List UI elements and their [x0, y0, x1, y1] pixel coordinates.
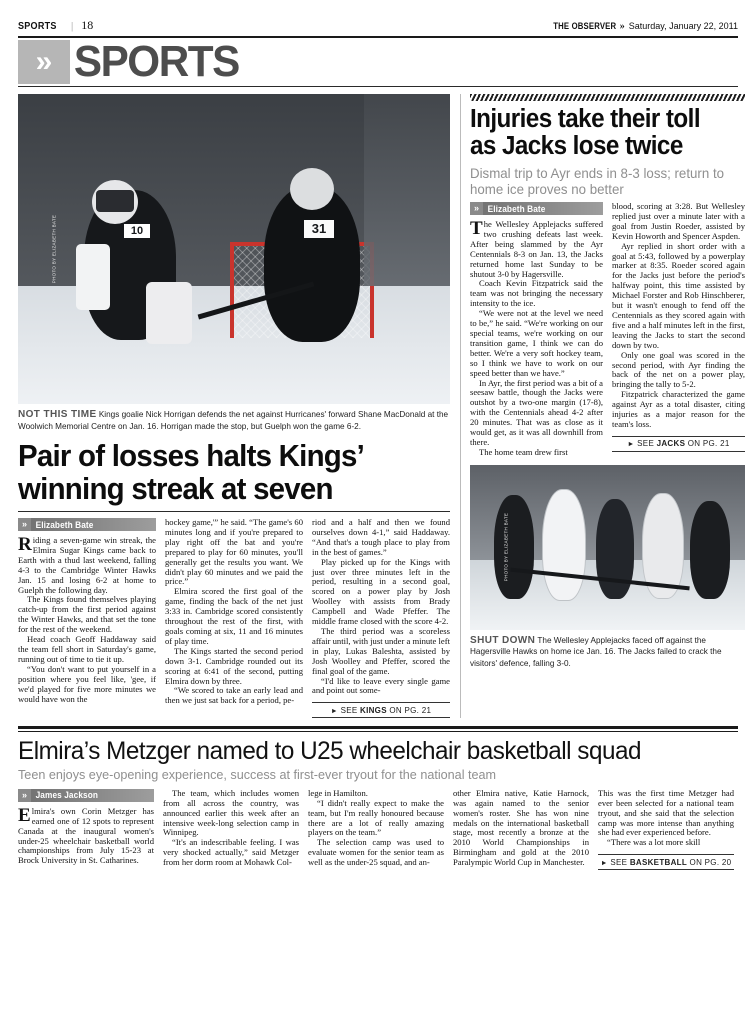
paragraph: Head coach Geoff Haddaway said the team fell short in Saturday's game, running out of time to tie it up. — [18, 634, 156, 664]
bottom-divider-thick — [18, 726, 738, 729]
jacks-photo-caption — [470, 635, 745, 670]
paragraph: In Ayr, the first period was a bit of a seesaw battle, though the Jacks were outshot by a two-one margin (17-8), with the Centennials ahead 4-2 after 20 minutes. That was as close as it would get, as it was all downhill from there. — [470, 377, 603, 447]
jacks-body-columns — [470, 202, 745, 458]
paragraph: “There was a lot more skill — [607, 837, 701, 848]
paragraph: Only one goal was scored in the second period, with Ayr finding the back of the net on a power play, bringing the tally to 5-2. — [612, 349, 745, 390]
paragraph: The third period was a scoreless affair until, with just under a minute left in play, Lukas Baleshta, assisted by Josh Woolley and Pfeffer, scored the final goal of the game. — [312, 625, 450, 676]
paragraph: other Elmira native, Katie Harnock, was again named to the senior women's roster. She has won nine medals on the international basketball stage, most recently a bronze at the 2010 World Championships in Birmingham and gold at the 2010 Paralympic World Cup in Manchester. — [453, 787, 589, 868]
paragraph: The Wellesley Applejacks suffered two crushing defeats last week. After being slammed by the Ayr Centennials 8-3 on Jan. 13, the Jacks returned home last Sunday to be shutout 3-0 by Hagersville. — [470, 218, 603, 279]
jacks-text-2 — [612, 202, 745, 430]
goalie-pad — [146, 282, 192, 344]
paragraph: The team, which includes women from all across the country, was announced earlier this week after an intensive week-long selection camp in Winnipeg. — [163, 787, 299, 838]
kings-text-1 — [18, 536, 156, 704]
jacks-photo — [470, 465, 745, 630]
photo-background-crowd — [364, 94, 450, 286]
kings-column-3 — [312, 518, 450, 718]
caption-text: The Wellesley Applejacks faced off against the Hagersville Hawks on home ice Jan. 16. The Jacks failed to crack the visitors' defence, falling 3-0. — [470, 635, 722, 668]
paragraph: “We were not at the level we need to be,” he said. “We're working on our special teams, we're working on our transition game, I think we can do better. We're a very soft hockey team, so I think we have to work on our speed better than we have.” — [470, 308, 603, 378]
kings-jumpline[interactable] — [312, 702, 450, 718]
player-figure — [494, 495, 534, 599]
kings-column-2 — [165, 518, 303, 718]
basketball-byline-name: James Jackson — [35, 790, 99, 801]
paragraph: The Kings found themselves playing catch-up from the first period against the Winter Hawks, and that set the tone for the rest of the weekend. — [18, 594, 156, 635]
jacks-package — [460, 94, 745, 718]
folio-left — [18, 18, 93, 33]
kings-byline-name: Elizabeth Bate — [35, 519, 94, 530]
kings-body-columns — [18, 518, 450, 718]
kings-column-1 — [18, 518, 156, 718]
paragraph: Play picked up for the Kings with just over three minutes left in the period, resulting in a second goal, scored on a power play by Josh Woolley with assists from Brady Campbell and Wade Pfeffer. The middle frame closed with the score 4-2. — [312, 556, 450, 627]
basketball-text-5 — [598, 789, 734, 848]
paragraph: “It's an indescribable feeling. I was very shocked actually,” said Metzger from her dorm room at Mohawk Col- — [163, 837, 299, 868]
paragraph: Coach Kevin Fitzpatrick said the team was not bringing the necessary intensity to the ice. — [470, 278, 603, 309]
basketball-jumpline[interactable] — [598, 854, 734, 870]
kings-headline: Pair of losses halts Kings’ winning streak at seven — [18, 438, 363, 506]
triangle-right-icon: ► — [600, 859, 608, 867]
basketball-column-5 — [598, 789, 734, 870]
jacks-column-1 — [470, 202, 603, 458]
folio-paper-name: THE OBSERVER — [552, 21, 616, 31]
hatched-rule — [470, 94, 745, 101]
paragraph: lege in Hamilton. — [308, 787, 368, 798]
basketball-text-4 — [453, 789, 589, 868]
jump-pre: SEE — [637, 439, 657, 449]
paragraph: Elmira scored the first goal of the game, finding the back of the net just 3:33 in. Cambridge scored consistently throughout the rest of the first, with goals coming at six, 11 and 16 minutes of play time. — [165, 586, 303, 646]
folio-section-label: SPORTS — [18, 20, 57, 32]
jacks-column-2 — [612, 202, 745, 458]
paragraph: Ayr replied in short order with a goal at 5:43, followed by a powerplay marker at 8:35. Roeder scored again for the Jacks just before the period's halfway point, this time assisted by Michael Forster and Rob Hinschberer, but it wasn't enough to fend off the Centennials as they scored again with five and a half minutes left in the first, leaving the Jacks to start the second down by two. — [612, 240, 745, 350]
jacks-jumpline[interactable] — [612, 436, 745, 452]
basketball-body-columns — [18, 789, 738, 870]
jump-post: ON PG. 21 — [685, 439, 730, 449]
jacks-headline: Injuries take their toll as Jacks lose twice — [470, 105, 700, 160]
jump-pre: SEE — [340, 705, 360, 715]
basketball-column-2 — [163, 789, 299, 870]
jacks-text-1 — [470, 220, 603, 458]
triangle-right-icon: ► — [330, 707, 339, 715]
paragraph: “I'd like to leave every single game and point out some- — [312, 675, 450, 696]
bottom-divider-thin — [18, 731, 738, 732]
basketball-text-2 — [163, 789, 299, 868]
chevron-right-icon: » — [619, 21, 625, 32]
chevron-right-icon: » — [18, 518, 31, 531]
basketball-text-1 — [18, 804, 154, 866]
paragraph: The selection camp was used to evaluate women for the senior team as well as the under-25 squad, and an- — [308, 837, 444, 868]
jump-key: BASKETBALL — [629, 857, 688, 867]
kings-text-3 — [312, 518, 450, 696]
folio-page-number: 18 — [81, 18, 94, 32]
paragraph: hockey game,'” he said. “The game's 60 minutes long and if you're prepared to play right off the bat and you're prepared to play for 60 minutes, you'll generally get the results you want. We didn't play 60 minutes and we paid the price.” — [165, 517, 303, 587]
section-masthead — [18, 37, 738, 86]
kings-text-2 — [165, 518, 303, 706]
goalie-jersey-number: 10 — [124, 224, 150, 238]
folio-date: Saturday, January 22, 2011 — [628, 21, 738, 31]
jump-pre: SEE — [610, 857, 630, 867]
jump-post: ON PG. 20 — [687, 857, 732, 867]
folio-bar — [18, 0, 738, 38]
paragraph: “You don't want to put yourself in a position where you feel like, 'gee, if we'd played for five more minutes we would have won the — [18, 663, 156, 704]
attacker-jersey-number: 31 — [304, 220, 334, 238]
caption-kicker: NOT THIS TIME — [18, 409, 97, 420]
basketball-deck: Teen enjoys eye-opening experience, success at first-ever tryout for the national team — [18, 766, 497, 782]
triangle-right-icon: ► — [627, 441, 635, 449]
photo-credit: PHOTO BY ELIZABETH BATE — [503, 513, 509, 582]
caption-text: Kings goalie Nick Horrigan defends the net against Hurricanes' forward Shane MacDonald at the Woolwich Memorial Centre on Jan. 16. Horrigan made the stop, but Guelph won the game 6-2. — [18, 410, 449, 431]
paragraph: The home team drew first — [479, 446, 568, 457]
lead-photo-caption — [18, 409, 450, 432]
player-figure — [542, 489, 586, 601]
chevron-right-icon: » — [470, 202, 483, 215]
masthead-rule — [18, 86, 738, 87]
goalie-blocker — [76, 244, 110, 310]
paragraph: “We scored to take an early lead and then we just sat back for a period, pe- — [165, 685, 303, 706]
paragraph: blood, scoring at 3:28. But Wellesley replied just over a minute later with a goal from Justin Roeder, assisted by Kevin Howorth and Spencer Aspden. — [612, 201, 745, 241]
paragraph: Riding a seven-game win streak, the Elmira Sugar Kings came back to Earth with a thud last weekend, falling 4-3 to the Cambridge Winter Hawks Jan. 15 and losing 6-2 at home to Guelph the following day. — [18, 534, 156, 595]
basketball-text-3 — [308, 789, 444, 868]
basketball-byline — [18, 789, 154, 802]
jump-key: KINGS — [360, 705, 387, 715]
paragraph: riod and a half and then we found ourselves down 4-1,” said Haddaway. “And that's a tough place to play from in the best of games.” — [312, 517, 450, 557]
paragraph: The Kings started the second period down 3-1. Cambridge rounded out its scoring at 6:41 of the second, putting Elmira down by three. — [165, 645, 303, 686]
folio-right — [543, 21, 739, 32]
jacks-byline-name: Elizabeth Bate — [487, 203, 546, 214]
paragraph: This was the first time Metzger had ever been selected for a national team tryout, and she said that the selection camp was more intense than anything she had ever experienced before. — [598, 787, 734, 838]
left-package — [18, 94, 450, 718]
jacks-deck: Dismal trip to Ayr ends in 8-3 loss; return to home ice proves no better — [470, 165, 725, 197]
paragraph: Elmira's own Corin Metzger has earned one of 12 spots to represent Canada at the inaugural women's under-25 wheelchair basketball world championships from July 15-23 at Brock University in St. Catharines. — [18, 804, 154, 866]
chevron-right-icon: » — [18, 789, 31, 802]
masthead-title: SPORTS — [73, 37, 239, 86]
jacks-byline — [470, 202, 603, 215]
goalie-cage — [96, 190, 134, 212]
player-figure — [690, 501, 730, 599]
jump-key: JACKS — [656, 439, 686, 449]
attacker-helmet — [290, 168, 334, 210]
double-chevron-icon: » — [18, 40, 70, 84]
paragraph: “I didn't really expect to make the team, but I'm really honoured because there are a lot of really amazing players on the team.” — [308, 797, 444, 838]
basketball-column-1 — [18, 789, 154, 870]
basketball-headline: Elmira’s Metzger named to U25 wheelchair basketball squad — [18, 736, 641, 765]
caption-kicker: SHUT DOWN — [470, 634, 536, 646]
kings-headline-rule — [18, 511, 450, 512]
basketball-column-3 — [308, 789, 444, 870]
folio-divider: | — [70, 20, 74, 32]
photo-credit: PHOTO BY ELIZABETH BATE — [51, 214, 57, 284]
kings-byline — [18, 518, 156, 531]
paragraph: Fitzpatrick characterized the game against Ayr as a total disaster, citing injuries as a major reason for the team's loss. — [612, 389, 745, 429]
lead-photo — [18, 94, 450, 404]
jump-post: ON PG. 21 — [386, 705, 432, 715]
main-content — [18, 94, 745, 718]
basketball-column-4 — [453, 789, 589, 870]
